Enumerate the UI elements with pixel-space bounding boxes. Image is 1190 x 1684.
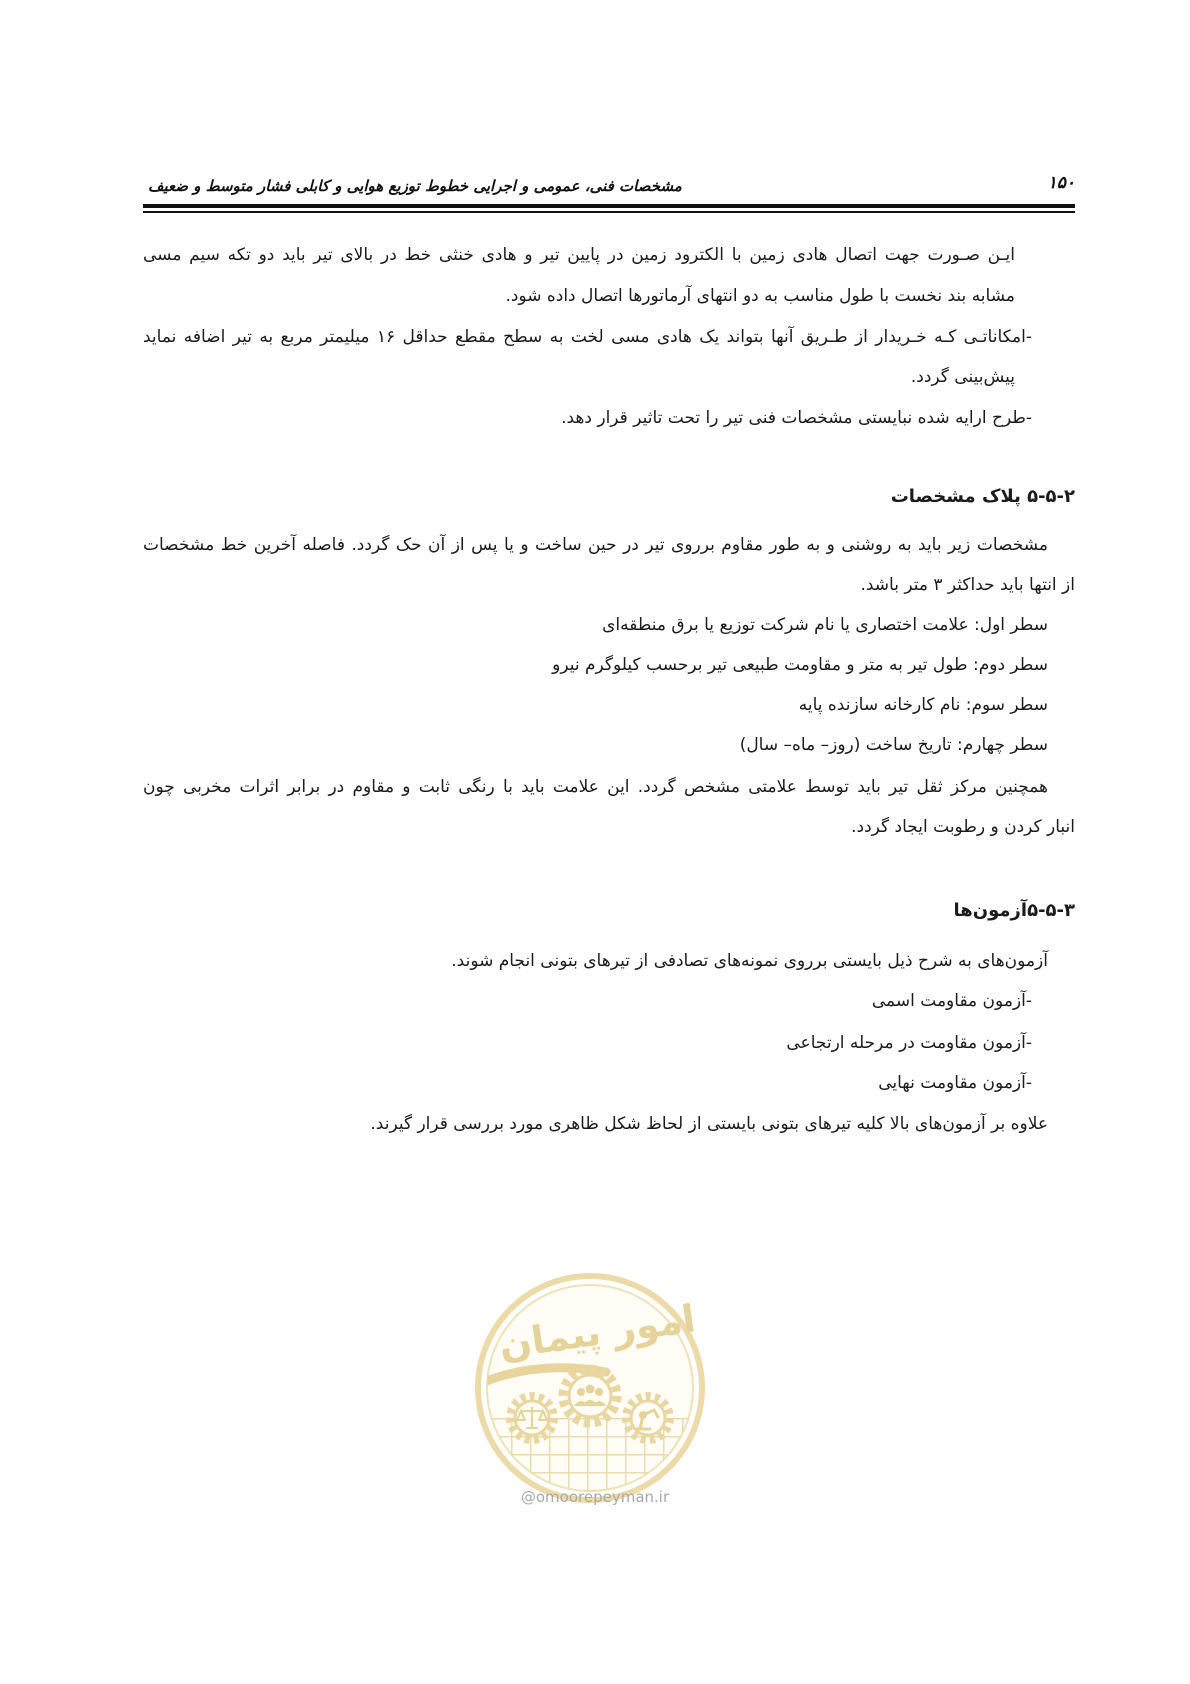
logo-lettering: امور پیمان [496, 1296, 699, 1368]
body-line: مشابه بند نخست با طول مناسب به دو انتهای آرماتورها اتصال داده شود. [505, 286, 1015, 306]
section-heading: ۵-۵-۳آزمون‌ها [953, 900, 1075, 921]
plate-row-line: سطر اول: علامت اختصاری یا نام شرکت توزیع یا برق منطقه‌ای [602, 615, 1048, 635]
header-rule-thin [143, 211, 1075, 213]
body-line: ایـن صـورت جهت اتصال هادی زمین با الکترود زمین در پایین تیر و هادی خنثی خط در بالای تیر باید دو تکه سیم مسی [143, 245, 1015, 265]
list-item: -طرح ارایه شده نبایستی مشخصات فنی تیر را تحت تاثیر قرار دهد. [561, 408, 1032, 428]
list-item: -آزمون مقاومت در مرحله ارتجاعی [786, 1033, 1032, 1053]
body-line: آزمون‌های به شرح ذیل بایستی برروی نمونه‌های تصادفی از تیرهای بتونی انجام شوند. [451, 951, 1048, 971]
plate-row-line: سطر سوم: نام کارخانه سازنده پایه [798, 695, 1048, 715]
body-line: از انتها باید حداکثر ۳ متر باشد. [860, 575, 1075, 595]
plate-row-line: سطر چهارم: تاریخ ساخت (روز– ماه– سال) [739, 735, 1048, 755]
list-item: -آزمون مقاومت اسمی [871, 991, 1032, 1011]
body-line: علاوه بر آزمون‌های بالا کلیه تیرهای بتونی بایستی از لحاظ شکل ظاهری مورد بررسی قرار گیرند. [370, 1114, 1048, 1134]
plate-row-line: سطر دوم: طول تیر به متر و مقاومت طبیعی تیر برحسب کیلوگرم نیرو [552, 655, 1048, 675]
page-number: ۱۵۰ [1047, 173, 1075, 193]
running-title: مشخصات فنی، عمومی و اجرایی خطوط توزیع هوایی و کابلی فشار متوسط و ضعیف [148, 177, 682, 195]
body-line: پیش‌بینی گردد. [910, 367, 1015, 387]
list-item: -آزمون مقاومت نهایی [878, 1073, 1032, 1093]
body-line: انبار کردن و رطوبت ایجاد گردد. [851, 817, 1075, 837]
body-line: مشخصات زیر باید به روشنی و به طور مقاوم برروی تیر در حین ساخت و یا پس از آن حک گردد. فاصله آخرین خط مشخصات [143, 535, 1048, 555]
header-rule-thick [143, 204, 1075, 208]
watermark-site-label: @omoorepeyman.ir [520, 1488, 670, 1506]
body-line: همچنین مرکز ثقل تیر باید توسط علامتی مشخص گردد. این علامت باید با رنگی ثابت و مقاوم در برابر اثرات مخربی چون [143, 777, 1048, 797]
watermark-logo [470, 1268, 710, 1508]
list-item: -امکاناتـی کـه خـریدار از طـریق آنها بتواند یک هادی مسی لخت به سطح مقطع حداقل ۱۶ میلیمتر مربع به تیر اضافه نماید [143, 327, 1032, 347]
section-heading: ۵-۵-۲ پلاک مشخصات [890, 486, 1075, 507]
